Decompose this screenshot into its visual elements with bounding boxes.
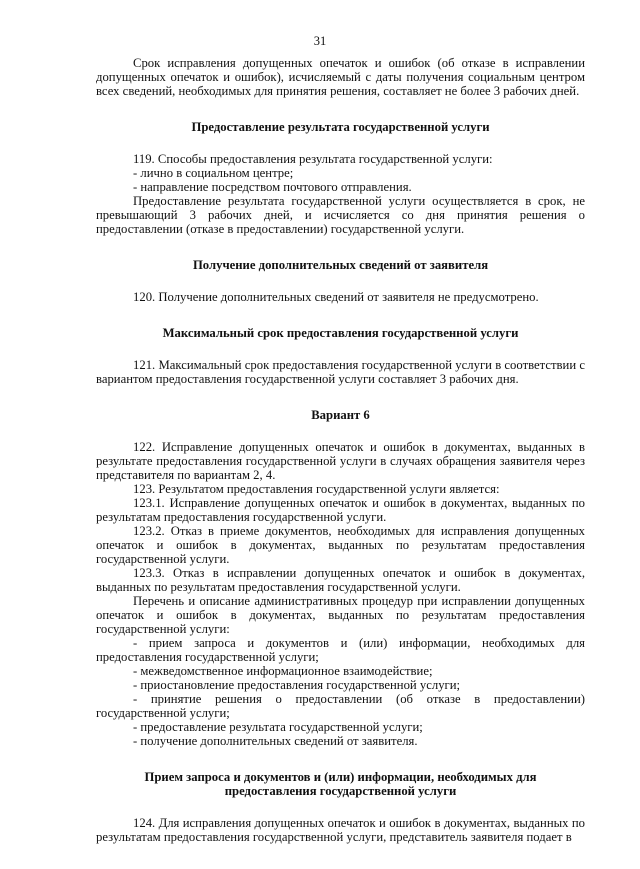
list-item: - приостановление предоставления государственной услуги; — [133, 678, 461, 692]
paragraph: 120. Получение дополнительных сведений от заявителя не предусмотрено. — [133, 290, 539, 304]
paragraph: 123.3. Отказ в исправлении допущенных опечаток и ошибок в документах, выданных по результатам предоставления государственной услуги. — [96, 566, 585, 594]
paragraph: Срок исправления допущенных опечаток и ошибок (об отказе в исправлении допущенных опечаток и ошибок), исчисляемый с даты получения социальным центром всех сведений, необходимых для принятия решения, составляет не более 3 рабочих дней. — [96, 56, 585, 98]
list-item: - лично в социальном центре; — [133, 166, 294, 180]
section-heading: Получение дополнительных сведений от заявителя — [192, 258, 489, 272]
list-item: - направление посредством почтового отправления. — [133, 180, 412, 194]
paragraph: 119. Способы предоставления результата государственной услуги: — [133, 152, 493, 166]
section-heading: Предоставление результата государственной услуги — [191, 120, 490, 134]
section-heading: Максимальный срок предоставления государственной услуги — [162, 326, 519, 340]
paragraph: 123. Результатом предоставления государственной услуги является: — [133, 482, 500, 496]
page-number: 31 — [313, 34, 327, 48]
paragraph: 123.1. Исправление допущенных опечаток и ошибок в документах, выданных по результатам предоставления государственной услуги. — [96, 496, 585, 524]
paragraph: 124. Для исправления допущенных опечаток и ошибок в документах, выданных по результатам предоставления государственной услуги, представитель заявителя подает в — [96, 816, 585, 844]
paragraph: 121. Максимальный срок предоставления государственной услуги в соответствии с вариантом предоставления государственной услуги составляет 3 рабочих дня. — [96, 358, 585, 386]
list-item: - получение дополнительных сведений от заявителя. — [133, 734, 418, 748]
paragraph: Предоставление результата государственной услуги осуществляется в срок, не превышающий 3 рабочих дней, и исчисляется со дня принятия решения о предоставлении (отказе в предоставлении) государственной услуги. — [96, 194, 585, 236]
list-item: - прием запроса и документов и (или) информации, необходимых для предоставления государственной услуги; — [96, 636, 585, 664]
paragraph: 123.2. Отказ в приеме документов, необходимых для исправления допущенных опечаток и ошибок в документах, выданных по результатам предоставления государственной услуги. — [96, 524, 585, 566]
document-body — [96, 56, 585, 844]
paragraph: 122. Исправление допущенных опечаток и ошибок в документах, выданных в результате предоставления государственной услуги в случаях обращения заявителя через представителя по вариантам 2, 4. — [96, 440, 585, 482]
section-heading: Вариант 6 — [311, 408, 370, 422]
list-item: - принятие решения о предоставлении (об отказе в предоставлении) государственной услуги; — [96, 692, 585, 720]
list-item: - межведомственное информационное взаимодействие; — [133, 664, 433, 678]
list-item: - предоставление результата государственной услуги; — [133, 720, 423, 734]
section-heading: Прием запроса и документов и (или) информации, необходимых для предоставления государственной услуги — [144, 770, 537, 798]
paragraph: Перечень и описание административных процедур при исправлении допущенных опечаток и ошибок в документах, выданных по результатам предоставления государственной услуги: — [96, 594, 585, 636]
